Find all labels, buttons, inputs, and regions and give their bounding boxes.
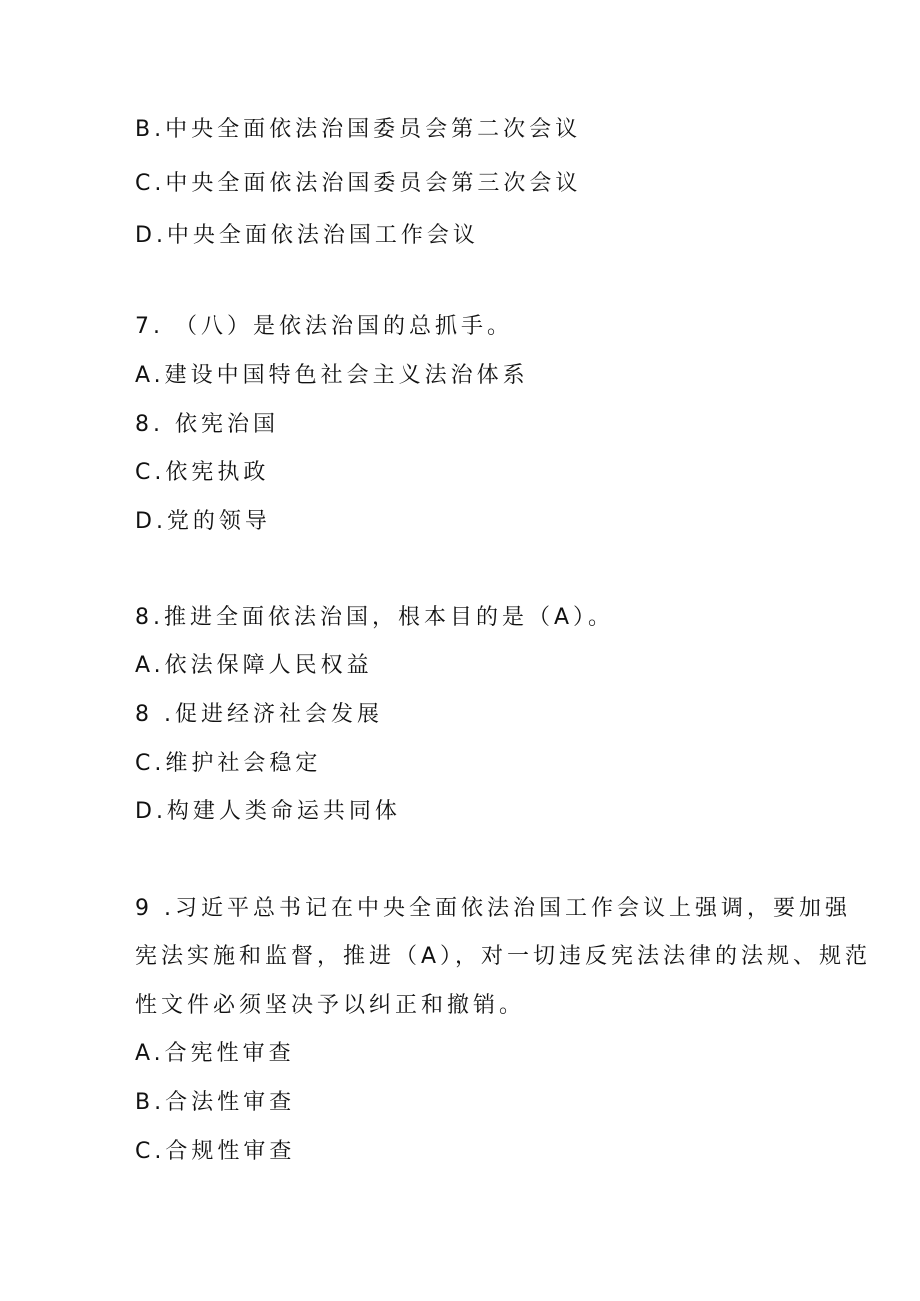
- option-line: 8 .促进经济社会发展: [135, 702, 383, 727]
- question-line: 8.推进全面依法治国，根本目的是（A）。: [135, 605, 615, 630]
- option-line: B.合法性审查: [135, 1090, 296, 1115]
- option-line: B.中央全面依法治国委员会第二次会议: [135, 117, 582, 142]
- option-line: C.依宪执政: [135, 460, 270, 485]
- question-line: 性文件必须坚决予以纠正和撤销。: [135, 993, 526, 1018]
- option-line: D.构建人类命运共同体: [135, 799, 401, 824]
- option-line: D.党的领导: [135, 509, 271, 534]
- question-line: 7. （八）是依法治国的总抓手。: [135, 314, 513, 339]
- option-line: D.中央全面依法治国工作会议: [135, 223, 479, 248]
- option-line: C.维护社会稳定: [135, 751, 322, 776]
- option-line: C.合规性审查: [135, 1139, 296, 1164]
- question-line: 宪法实施和监督，推进（A），对一切违反宪法法律的法规、规范: [135, 944, 872, 969]
- option-line: A.建设中国特色社会主义法治体系: [135, 363, 529, 388]
- option-line: A.合宪性审查: [135, 1041, 295, 1066]
- question-line: 9 .习近平总书记在中央全面依法治国工作会议上强调，要加强: [135, 896, 851, 921]
- option-line: C.中央全面依法治国委员会第三次会议: [135, 171, 582, 196]
- option-line: A.依法保障人民权益: [135, 653, 373, 678]
- option-line: 8. 依宪治国: [135, 412, 279, 437]
